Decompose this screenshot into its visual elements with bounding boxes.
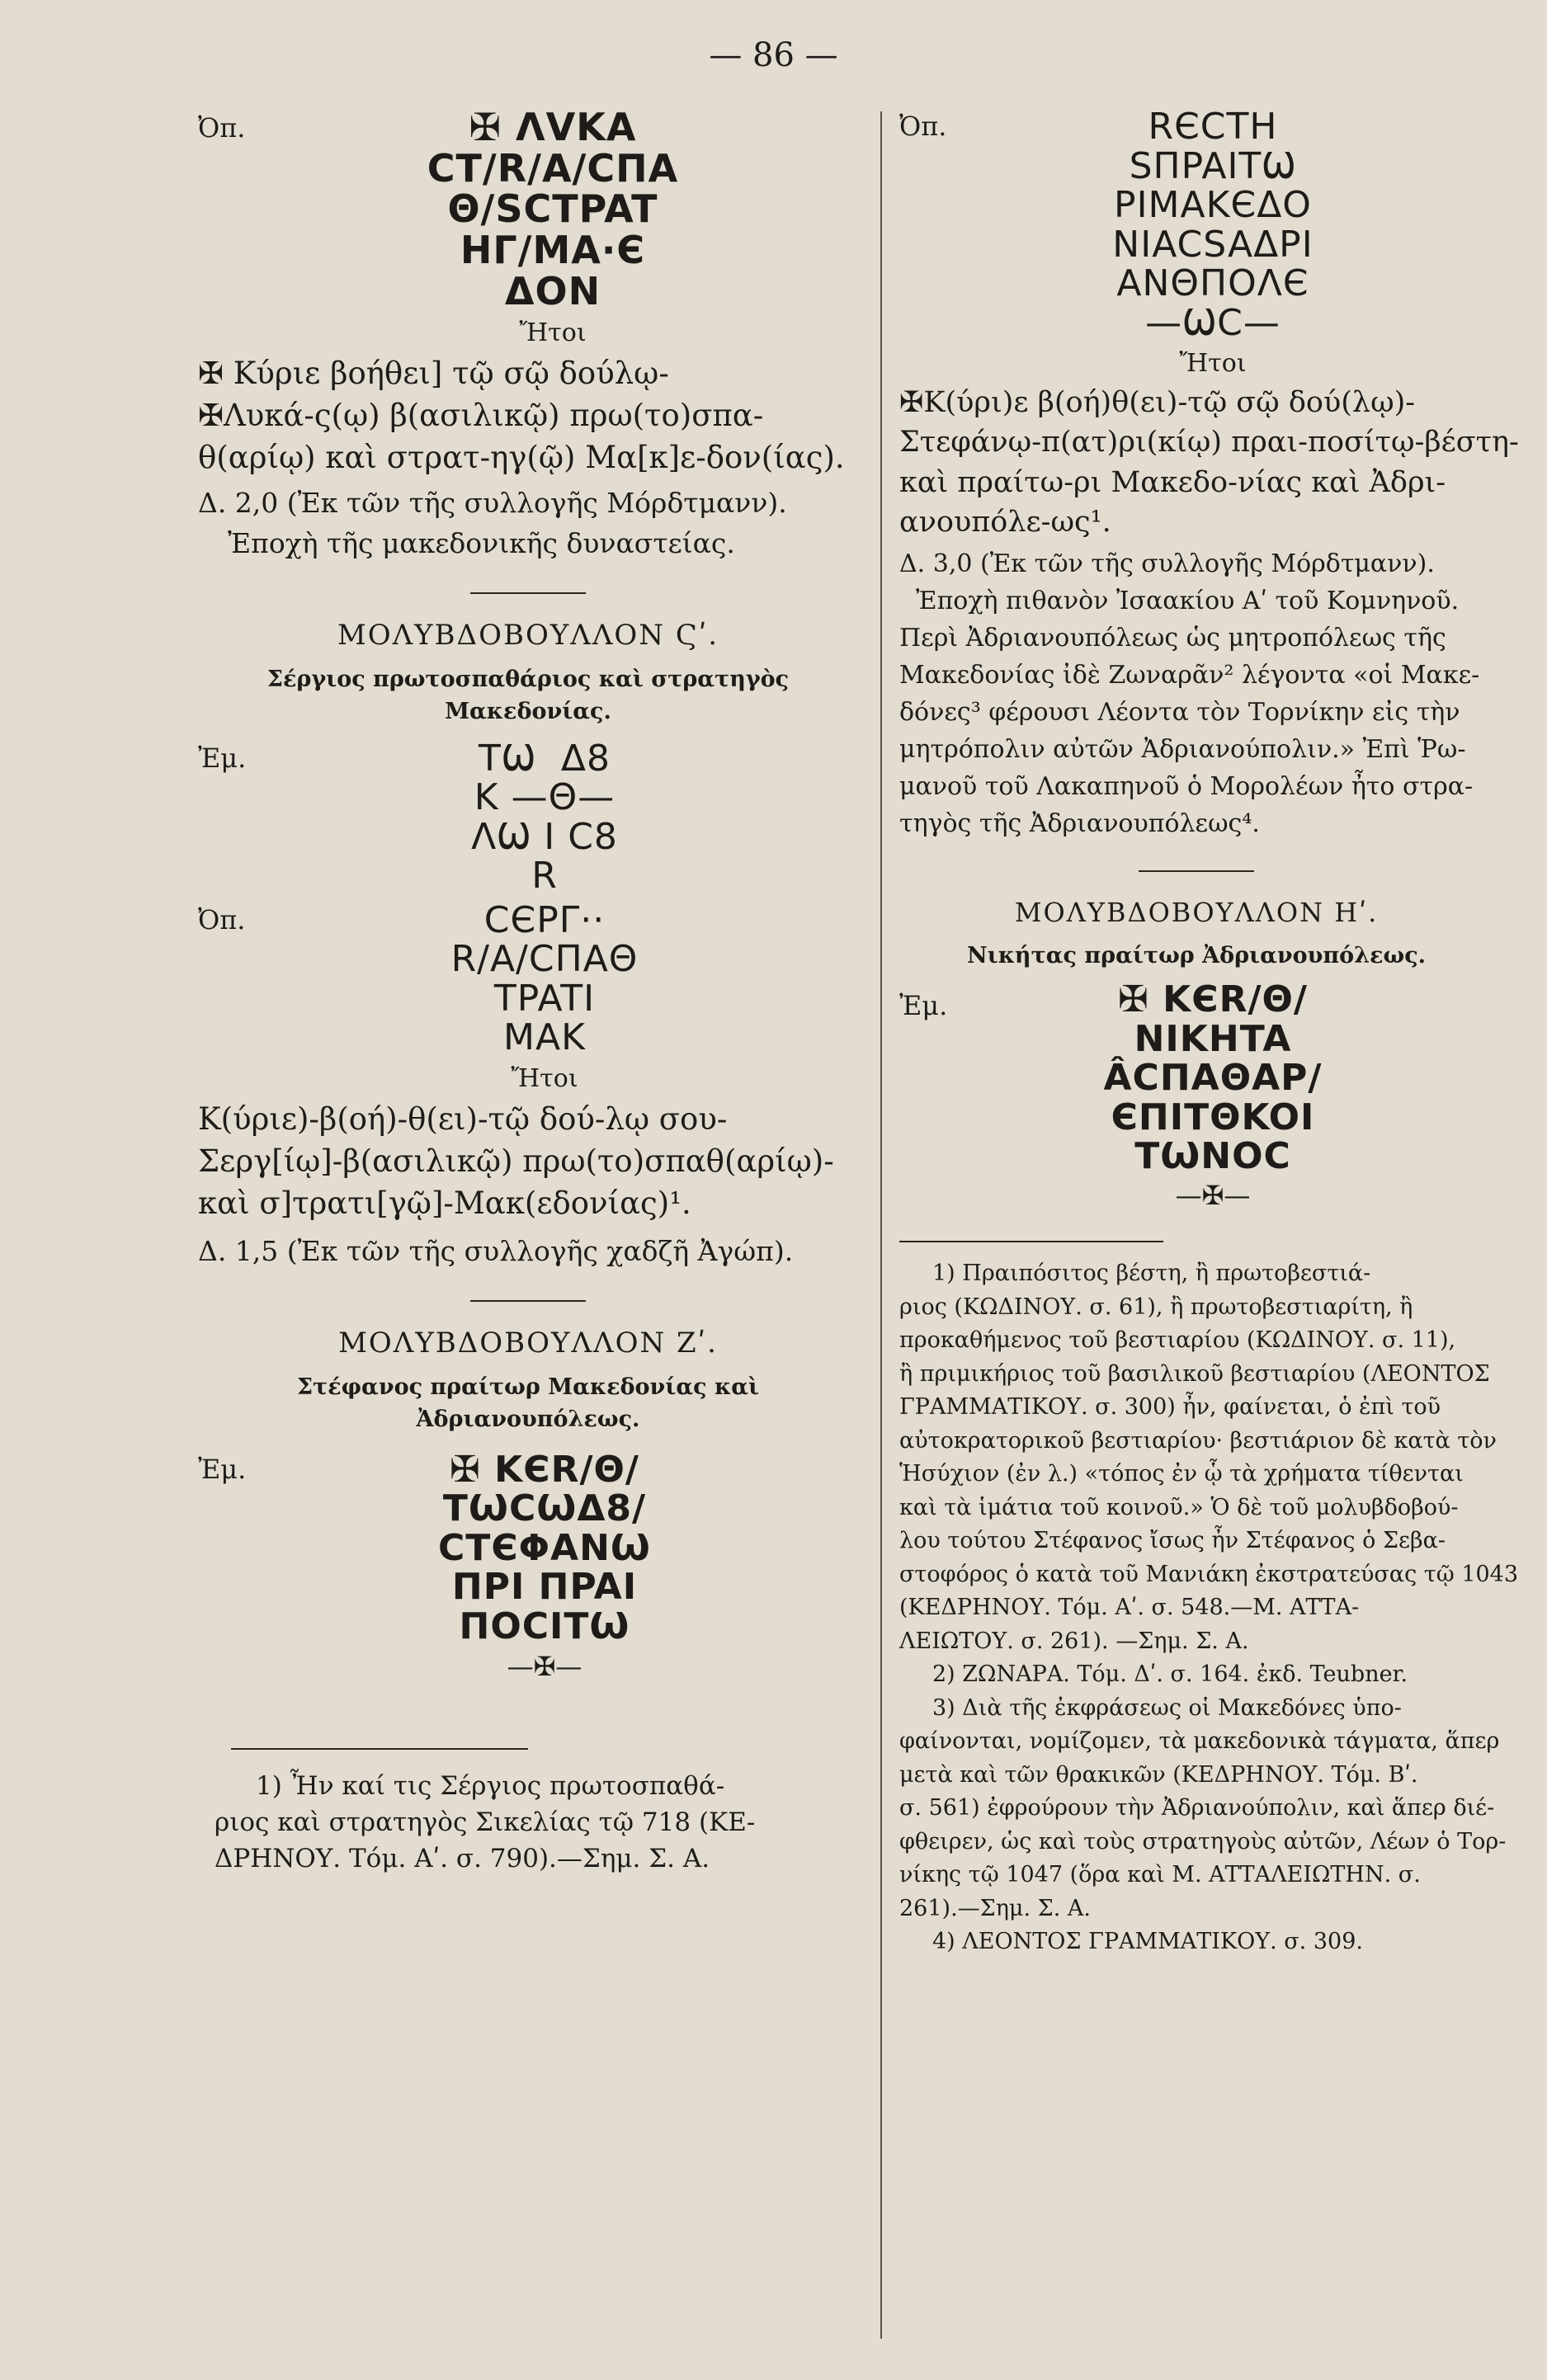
seal-inscription <box>198 107 858 312</box>
side-label: Ὀπ. <box>198 112 246 144</box>
seal-line: TPATI <box>493 977 596 1020</box>
seal-line: —ѠC— <box>1145 301 1281 344</box>
seal-line: K —Θ— <box>474 776 615 819</box>
section-rule <box>1139 870 1254 872</box>
subtitle-line: Ἀδριανουπόλεως. <box>416 1406 640 1432</box>
footnote-line: ἢ πριμικήριος τοῦ βασιλικοῦ βεστιαρίου (ΛΕΟΝΤΟΣ <box>899 1360 1490 1387</box>
footnote-line: 4) ΛΕΟΝΤΟΣ ΓΡΑΜΜΑΤΙΚΟΥ. σ. 309. <box>932 1929 1363 1954</box>
seal-line: R <box>531 855 558 898</box>
reading-line: καὶ σ]τρατι[γῷ]-Μακ(εδονίας)¹. <box>198 1185 691 1221</box>
seal-block-reverse-stephanos <box>899 106 1519 842</box>
seal-line: MAK <box>503 1016 586 1059</box>
footnote-line: προκαθήμενος τοῦ βεστιαρίου (ΚΩΔΙΝΟΥ. σ. 11), <box>899 1327 1456 1353</box>
section-rule <box>470 1300 586 1302</box>
footnote-line: φθειρεν, ὡς καὶ τοὺς στρατηγοὺς αὐτῶν, Λέων ὁ Τορ- <box>899 1828 1507 1855</box>
side-label: Ὀπ. <box>899 111 947 142</box>
footnote-line: 1) Ἦν καί τις Σέργιος πρωτοσπαθά- <box>256 1771 725 1802</box>
side-label: Ἐμ. <box>899 990 948 1022</box>
seal-reading <box>198 352 858 478</box>
seal-meta <box>899 545 1493 842</box>
seal-inscription <box>198 898 858 1059</box>
right-column <box>899 106 1519 1959</box>
section-rule <box>470 592 586 594</box>
seal-line: CT/R/A/CΠA <box>427 145 679 191</box>
section-subtitle-7 <box>198 1371 858 1435</box>
reading-line: καὶ πραίτω-ρι Μακεδο-νίας καὶ Ἀδρι- <box>899 465 1446 499</box>
reading-line: θ(αρίῳ) καὶ στρατ-ηγ(ῷ) Μα[κ]ε-δον(ίας). <box>198 440 845 476</box>
meta-line: Δ. 2,0 (Ἐκ τῶν τῆς συλλογῆς Μόρδτμανν). <box>198 486 787 519</box>
hetoi-label: Ἤτοι <box>511 1063 578 1093</box>
meta-line: μητρόπολιν αὐτῶν Ἀδριανούπολιν.» Ἐπὶ Ῥω- <box>899 735 1466 765</box>
seal-inscription <box>198 739 858 896</box>
subtitle-line: Μακεδονίας. <box>445 698 611 724</box>
meta-line: Ἐποχὴ πιθανὸν Ἰσαακίου Αʹ τοῦ Κομνηνοῦ. <box>916 587 1460 616</box>
footnote-line: αὐτοκρατορικοῦ βεστιαρίου· βεστιάριον δὲ κατὰ τὸν <box>899 1427 1497 1454</box>
seal-line: RЄCTH <box>1148 106 1278 148</box>
seal-line: CTЄΦANѠ <box>438 1526 651 1569</box>
reading-line: Στεφάνῳ-π(ατ)ρι(κίῳ) πραι-ποσίτῳ-βέστη- <box>899 426 1519 460</box>
section-subtitle-6 <box>198 663 858 728</box>
footnote-line: 261).—Σημ. Σ. Α. <box>899 1895 1091 1921</box>
reading-line: ✠Λυκά-ς(ῳ) β(ασιλικῷ) πρω(το)σπα- <box>198 398 764 434</box>
seal-line: HΓ/MA·Є <box>460 228 646 273</box>
footnote-line: φαίνονται, νομίζομεν, τὰ μακεδονικὰ τάγματα, ἅπερ <box>899 1728 1500 1754</box>
seal-meta <box>198 1231 858 1272</box>
seal-line: ✠ ΛVΚΑ <box>469 105 637 149</box>
side-label: Ἐμ. <box>198 1453 247 1485</box>
footnote <box>198 1768 858 1877</box>
seal-line: ΔON <box>504 268 601 313</box>
subtitle-line: Νικήτας πραίτωρ Ἀδριανουπόλεως. <box>966 943 1427 969</box>
reading-line: ✠Κ(ύρι)ε β(οή)θ(ει)-τῷ σῷ δού(λῳ)- <box>899 386 1416 420</box>
seal-reading <box>198 1098 858 1224</box>
seal-inscription <box>899 980 1493 1176</box>
footnote-line: ΔΡΗΝΟΥ. Τόμ. Αʹ. σ. 790).—Σημ. Σ. Α. <box>215 1844 710 1874</box>
footnote-line: 1) Πραιπόσιτος βέστη, ἢ πρωτοβεστιά- <box>932 1261 1371 1286</box>
seal-line: ✠ KЄR/Θ/ <box>1118 978 1308 1021</box>
column-divider <box>880 111 882 2339</box>
hetoi-label: Ἤτοι <box>1179 349 1247 379</box>
footnote-line: ριος (ΚΩΔΙΝΟΥ. σ. 61), ἢ πρωτοβεστιαρίτη, ἢ <box>899 1294 1413 1320</box>
seal-reading <box>899 383 1519 542</box>
footnote-line: 3) Διὰ τῆς ἐκφράσεως οἱ Μακεδόνες ὑπο- <box>932 1694 1402 1721</box>
footnote-line: ΓΡΑΜΜΑΤΙΚΟΥ. σ. 300) ἦν, φαίνεται, ὁ ἐπὶ τοῦ <box>899 1394 1441 1420</box>
meta-line: Περὶ Ἀδριανουπόλεως ὡς μητροπόλεως τῆς <box>899 624 1446 653</box>
meta-line: μανοῦ τοῦ Λακαπηνοῦ ὁ Μορολέων ἦτο στρα- <box>899 772 1474 802</box>
seal-line: ΠOCITѠ <box>459 1605 630 1647</box>
seal-inscription <box>899 107 1493 342</box>
meta-line: Δ. 1,5 (Ἐκ τῶν τῆς συλλογῆς χαδζῆ Ἀγώπ). <box>198 1235 794 1268</box>
meta-line: Μακεδονίας ἰδὲ Ζωναρᾶν² λέγοντα «οἱ Μακε- <box>899 661 1480 690</box>
section-title-6: ΜΟΛΥΒΔΟΒΟΥΛΛΟΝ Ϛʹ. <box>337 618 719 652</box>
seal-line: PIMAKЄΔO <box>1114 184 1312 227</box>
meta-line: Ἐποχὴ τῆς μακεδονικῆς δυναστείας. <box>228 527 735 559</box>
seal-line: TѠNOC <box>1134 1135 1291 1178</box>
seal-block-reverse-lykas <box>198 107 858 564</box>
seal-line: CЄΡΓ·· <box>483 898 606 941</box>
subtitle-line: Στέφανος πραίτωρ Μακεδονίας καὶ <box>296 1374 760 1400</box>
footnote-line: μετὰ καὶ τῶν θρακικῶν (ΚΕΔΡΗΝΟΥ. Τόμ. Βʹ. <box>899 1761 1418 1788</box>
subtitle-line: Σέργιος πρωτοσπαθάριος καὶ στρατηγὸς <box>266 666 790 692</box>
footnote-line: καὶ τὰ ἱμάτια τοῦ κοινοῦ.» Ὁ δὲ τοῦ μολυβδοβού- <box>899 1494 1459 1520</box>
meta-line: Δ. 3,0 (Ἐκ τῶν τῆς συλλογῆς Μόρδτμανν). <box>899 549 1435 579</box>
page-number: — 86 — <box>709 36 838 74</box>
seal-obverse-sergios <box>198 739 858 896</box>
section-title-7: ΜΟΛΥΒΔΟΒΟΥΛΛΟΝ Ζʹ. <box>338 1326 718 1360</box>
seal-meta <box>198 483 858 564</box>
footnote-line: Ἡσύχιον (ἐν λ.) «τόπος ἐν ᾧ τὰ χρήματα τίθενται <box>899 1461 1464 1487</box>
meta-line: δόνες³ φέρουσι Λέοντα τὸν Τορνίκην εἰς τὴν <box>899 698 1460 728</box>
section-title-8: ΜΟΛΥΒΔΟΒΟΥΛΛΟΝ Ηʹ. <box>1014 897 1379 929</box>
footnote-line: ριος καὶ στρατηγὸς Σικελίας τῷ 718 (ΚΕ- <box>215 1807 756 1838</box>
seal-line: ΠPI ΠPAI <box>451 1566 638 1609</box>
section-subtitle-8 <box>899 940 1493 972</box>
footnote-rule <box>231 1748 528 1750</box>
reading-line: ανουπόλε-ως¹. <box>899 505 1111 539</box>
footnote-line: νίκης τῷ 1047 (ὅρα καὶ Μ. ΑΤΤΑΛΕΙΩΤΗΝ. σ. <box>899 1862 1421 1888</box>
footnote-line: λου τούτου Στέφανος ἴσως ἦν Στέφανος ὁ Σεβα- <box>899 1528 1446 1553</box>
footnote-line: ΛΕΙΩΤΟΥ. σ. 261). —Σημ. Σ. Α. <box>899 1628 1249 1654</box>
seal-line: ✠ KЄR/Θ/ <box>450 1448 639 1491</box>
footnote-line: σ. 561) ἐφρούρουν τὴν Ἀδριανούπολιν, καὶ ἅπερ διέ- <box>899 1795 1495 1821</box>
reading-line: ✠ Κύριε βοήθει] τῷ σῷ δούλῳ- <box>198 356 669 392</box>
seal-line: ЄΠITΘKOI <box>1111 1096 1315 1138</box>
seal-line: SΠPAITѠ <box>1129 144 1297 187</box>
side-label: Ὀπ. <box>198 903 246 936</box>
seal-line: ÂCΠAΘAP/ <box>1103 1057 1323 1100</box>
seal-obverse-niketas <box>899 980 1493 1211</box>
end-cross-mark: —✠— <box>507 1651 582 1683</box>
footnote-rule <box>899 1241 1163 1242</box>
seal-line: ΤѠ Δ8 <box>478 737 611 780</box>
seal-obverse-stephanos <box>198 1450 858 1683</box>
footnote-line: 2) ΖΩΝΑΡΑ. Τόμ. Δʹ. σ. 164. ἐκδ. Teubner. <box>932 1661 1408 1687</box>
end-cross-mark: —✠— <box>1175 1180 1251 1211</box>
seal-line: Θ/SCTPAT <box>447 186 658 232</box>
side-label: Ἐμ. <box>198 742 247 774</box>
seal-line: ΛѠ I C8 <box>471 815 618 858</box>
seal-inscription <box>198 1450 858 1647</box>
seal-line: NIACSAΔPI <box>1112 223 1314 266</box>
seal-reverse-sergios <box>198 898 858 1272</box>
seal-line: TѠCѠΔ8/ <box>442 1487 647 1530</box>
hetoi-label: Ἤτοι <box>519 318 587 348</box>
meta-line: τηγὸς τῆς Ἀδριανουπόλεως⁴. <box>899 809 1260 839</box>
seal-line: R/A/CΠAΘ <box>450 938 639 981</box>
reading-line: Σεργ[ίῳ]-β(ασιλικῷ) πρω(το)σπαθ(αρίῳ)- <box>198 1143 834 1179</box>
footnote-line: (ΚΕΔΡΗΝΟΥ. Τόμ. Αʹ. σ. 548.—Μ. ΑΤΤΑ- <box>899 1595 1360 1620</box>
reading-line: Κ(ύριε)-β(οή)-θ(ει)-τῷ δού-λῳ σου- <box>198 1100 728 1137</box>
footnotes <box>899 1257 1519 1959</box>
footnote-line: στοφόρος ὁ κατὰ τοῦ Μανιάκη ἐκστρατεύσας τῷ 1043 <box>899 1561 1519 1587</box>
left-column <box>198 107 858 1877</box>
seal-line: ANΘΠOΛЄ <box>1116 262 1309 305</box>
seal-line: NIKHTA <box>1134 1017 1292 1060</box>
